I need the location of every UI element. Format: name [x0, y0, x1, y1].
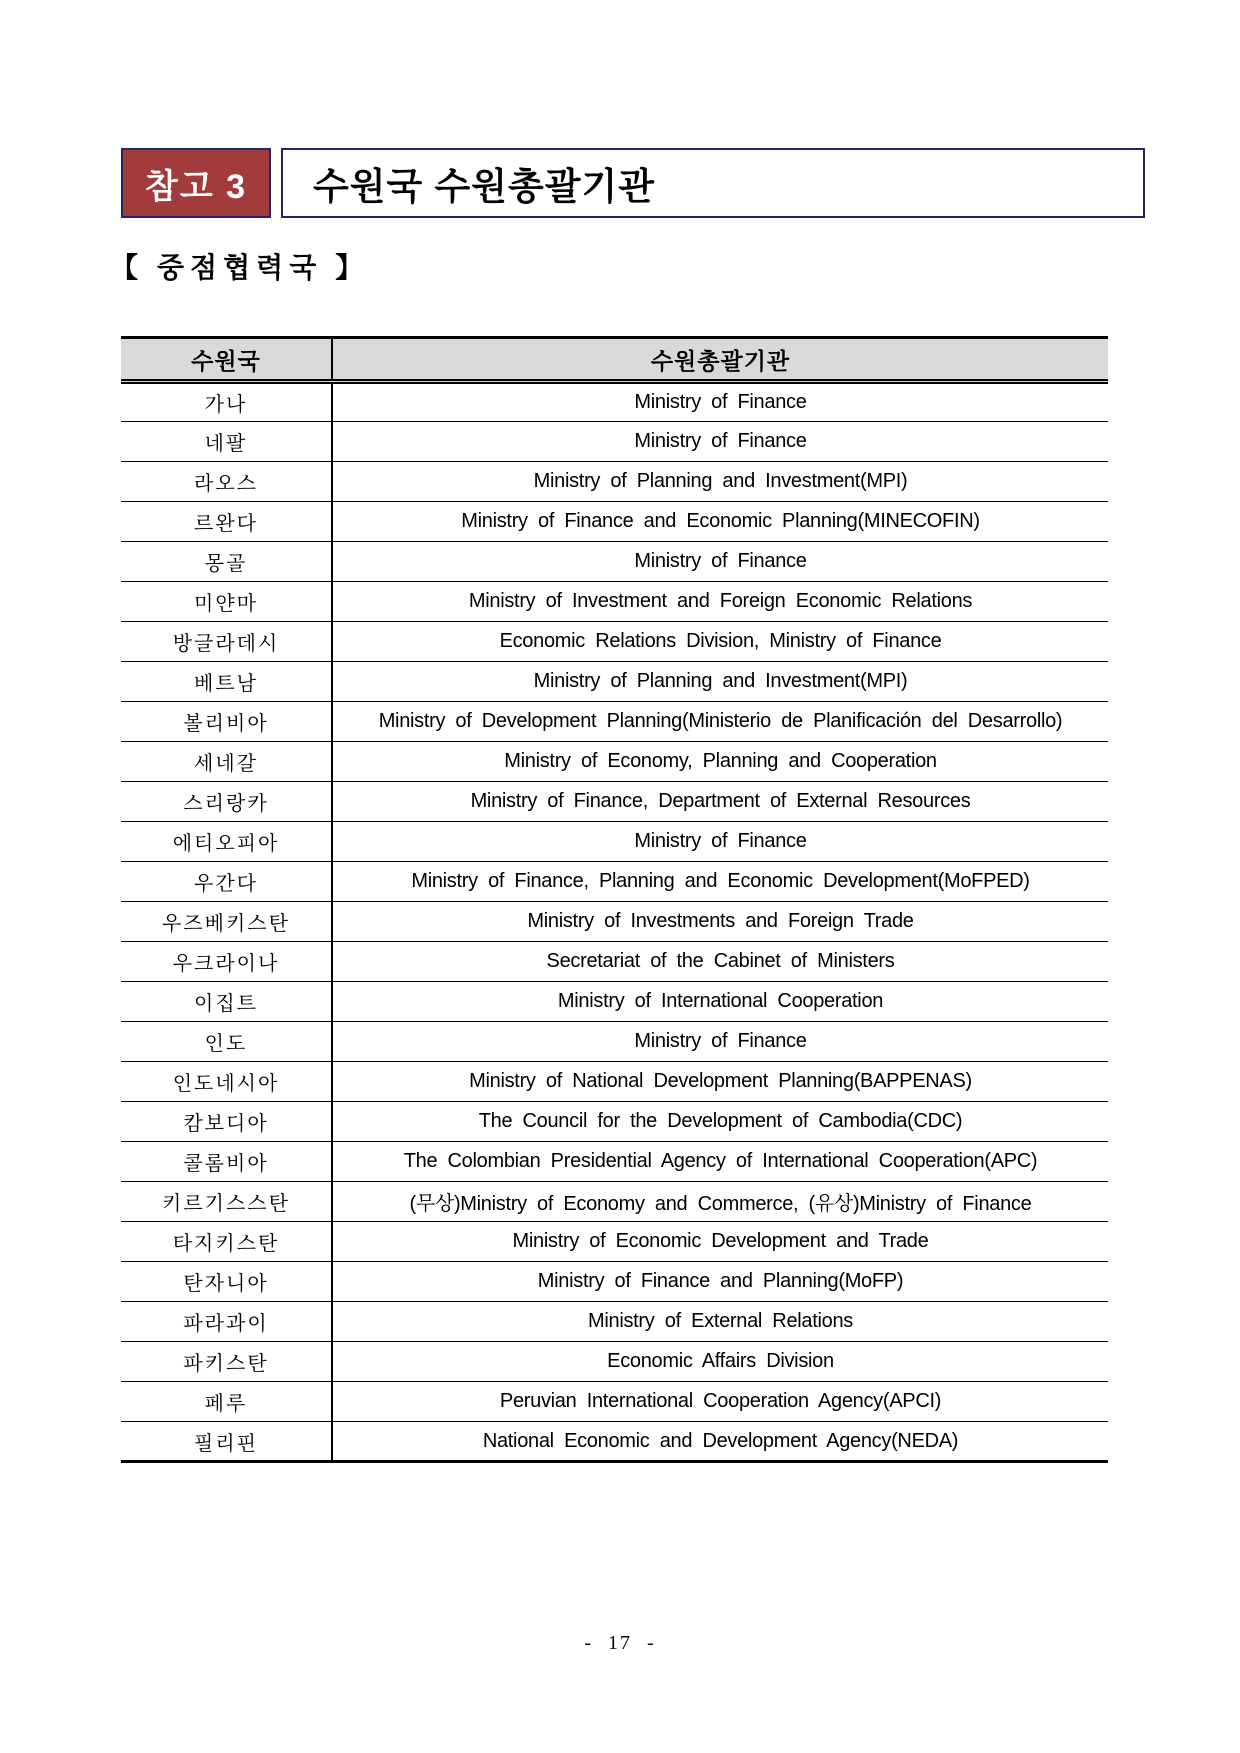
table-row: [121, 1102, 1108, 1142]
cell-agency: Ministry of Investment and Foreign Economic Relations: [332, 582, 1108, 622]
cell-agency: Ministry of National Development Planning(BAPPENAS): [332, 1062, 1108, 1102]
cell-country: 방글라데시: [121, 622, 332, 662]
cell-country: 파키스탄: [121, 1342, 332, 1382]
table-row: [121, 1262, 1108, 1302]
cell-agency: Ministry of Finance: [332, 1022, 1108, 1062]
table-header: [121, 338, 1108, 382]
table-row: [121, 702, 1108, 742]
cell-agency: The Colombian Presidential Agency of International Cooperation(APC): [332, 1142, 1108, 1182]
cell-agency: Ministry of Finance: [332, 822, 1108, 862]
cell-country: 세네갈: [121, 742, 332, 782]
cell-agency: Ministry of Economic Development and Trade: [332, 1222, 1108, 1262]
cell-agency: National Economic and Development Agency(NEDA): [332, 1422, 1108, 1462]
table-body: [121, 382, 1108, 1462]
table-row: [121, 982, 1108, 1022]
column-header-agency: 수원총괄기관: [332, 338, 1108, 382]
cell-agency: Peruvian International Cooperation Agency(APCI): [332, 1382, 1108, 1422]
cell-agency: Ministry of Finance, Department of External Resources: [332, 782, 1108, 822]
cell-country: 가나: [121, 382, 332, 422]
table-row: [121, 462, 1108, 502]
cell-country: 미얀마: [121, 582, 332, 622]
header-band: [121, 148, 1145, 218]
table-row: [121, 622, 1108, 662]
cell-country: 타지키스탄: [121, 1222, 332, 1262]
cell-country: 베트남: [121, 662, 332, 702]
cell-agency: Economic Relations Division, Ministry of Finance: [332, 622, 1108, 662]
cell-agency: Ministry of Planning and Investment(MPI): [332, 462, 1108, 502]
table-row: [121, 742, 1108, 782]
page-number: - 17 -: [584, 1632, 656, 1654]
cell-country: 콜롬비아: [121, 1142, 332, 1182]
cell-country: 우간다: [121, 862, 332, 902]
cell-country: 인도네시아: [121, 1062, 332, 1102]
cell-country: 라오스: [121, 462, 332, 502]
cell-agency: (무상)Ministry of Economy and Commerce, (유상)Ministry of Finance: [332, 1182, 1108, 1222]
cell-agency: Ministry of Finance, Planning and Economic Development(MoFPED): [332, 862, 1108, 902]
cell-country: 에티오피아: [121, 822, 332, 862]
section-heading: 【 중점협력국 】: [110, 253, 370, 284]
table-row: [121, 1022, 1108, 1062]
table-row: [121, 822, 1108, 862]
table-row: [121, 502, 1108, 542]
cell-country: 르완다: [121, 502, 332, 542]
cell-agency: Ministry of Investments and Foreign Trade: [332, 902, 1108, 942]
cell-agency: The Council for the Development of Cambodia(CDC): [332, 1102, 1108, 1142]
cell-agency: Secretariat of the Cabinet of Ministers: [332, 942, 1108, 982]
table-row: [121, 1422, 1108, 1462]
cell-agency: Ministry of External Relations: [332, 1302, 1108, 1342]
table-row: [121, 862, 1108, 902]
table-row: [121, 582, 1108, 622]
table-row: [121, 1342, 1108, 1382]
cell-country: 몽골: [121, 542, 332, 582]
cell-country: 탄자니아: [121, 1262, 332, 1302]
cell-country: 볼리비아: [121, 702, 332, 742]
table-row: [121, 662, 1108, 702]
cell-agency: Ministry of Economy, Planning and Cooperation: [332, 742, 1108, 782]
table-row: [121, 1302, 1108, 1342]
cell-agency: Ministry of International Cooperation: [332, 982, 1108, 1022]
cell-agency: Ministry of Finance: [332, 382, 1108, 422]
table-row: [121, 1142, 1108, 1182]
table-row: [121, 1062, 1108, 1102]
table-row: [121, 942, 1108, 982]
cell-agency: Ministry of Planning and Investment(MPI): [332, 662, 1108, 702]
table-row: [121, 1222, 1108, 1262]
reference-badge: 참고 3: [121, 148, 271, 218]
cell-agency: Ministry of Finance and Economic Planning(MINECOFIN): [332, 502, 1108, 542]
table-row: [121, 902, 1108, 942]
cell-country: 필리핀: [121, 1422, 332, 1462]
cell-country: 이집트: [121, 982, 332, 1022]
table-row: [121, 1182, 1108, 1222]
cell-country: 페루: [121, 1382, 332, 1422]
cell-country: 인도: [121, 1022, 332, 1062]
cell-agency: Ministry of Development Planning(Ministerio de Planificación del Desarrollo): [332, 702, 1108, 742]
cell-country: 스리랑카: [121, 782, 332, 822]
page-title: 수원국 수원총괄기관: [313, 166, 655, 207]
cell-agency: Ministry of Finance: [332, 542, 1108, 582]
column-header-country: 수원국: [121, 338, 332, 382]
cell-country: 우즈베키스탄: [121, 902, 332, 942]
cell-agency: Ministry of Finance: [332, 422, 1108, 462]
table-row: [121, 382, 1108, 422]
title-box: [281, 148, 1145, 218]
table-header-row: [121, 338, 1108, 382]
agency-table: [121, 336, 1108, 1463]
table-row: [121, 542, 1108, 582]
table-row: [121, 1382, 1108, 1422]
cell-agency: Ministry of Finance and Planning(MoFP): [332, 1262, 1108, 1302]
cell-agency: Economic Affairs Division: [332, 1342, 1108, 1382]
table-row: [121, 782, 1108, 822]
cell-country: 파라과이: [121, 1302, 332, 1342]
table-row: [121, 422, 1108, 462]
cell-country: 네팔: [121, 422, 332, 462]
cell-country: 키르기스스탄: [121, 1182, 332, 1222]
cell-country: 캄보디아: [121, 1102, 332, 1142]
cell-country: 우크라이나: [121, 942, 332, 982]
